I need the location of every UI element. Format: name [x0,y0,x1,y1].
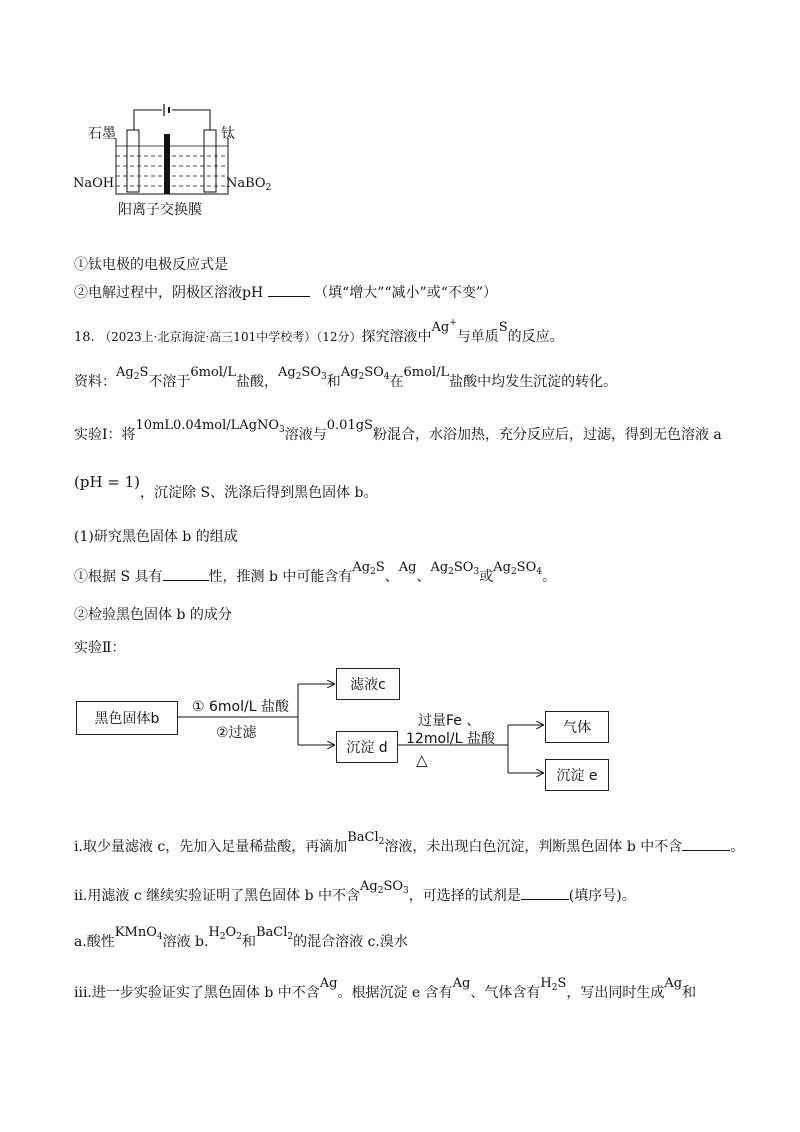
cation-exchange-membrane-label: 阳离子交换膜 [118,202,202,218]
excess-fe-label: 过量Fe 、 [418,713,481,729]
question-1-sulfur-property: ①根据 S 具有 性，推测 b 中可能含有$Ag_2S$、Ag、$Ag_2SO_3$或$Ag_2SO_4$。 [74,560,556,585]
nabo2-solution-label: NaBO$_2$ [226,176,272,193]
reference-info: 资料：$Ag_2S$不溶于6mol/L盐酸，$Ag_2SO_3$和$Ag_2SO_4$在6mol/L盐酸中均发生沉淀的转化。 [74,365,618,390]
question-i: i.取少量滤液 c，先加入足量稀盐酸，再滴加BaCl$_2$溶液，未出现白色沉淀，判断黑色固体 b 中不含 。 [74,830,745,855]
question-titanium-electrode: ①钛电极的电极反应式是 [74,257,228,273]
question-18-heading: 18. （2023上·北京海淀·高三101中学校考）（12分）探究溶液中Ag+与单质S的反应。 [74,318,564,345]
step-2-label: ②过滤 [216,725,257,741]
experiment-2-label: 实验Ⅱ： [74,640,126,656]
answer-blank[interactable] [521,885,569,900]
gas-box: 气体 [545,711,609,743]
filtrate-c-box: 滤液c [336,668,400,700]
question-ii: ii.用滤液 c 继续实验证明了黑色固体 b 中不含$Ag_2SO_3$，可选择的试剂是 (填序号)。 [74,879,636,904]
question-iii: iii.进一步实验证实了黑色固体 b 中不含Ag。根据沉淀 e 含有Ag、气体含有$H_2S$，写出同时生成Ag和 [74,976,697,1001]
titanium-electrode-label: 钛 [221,126,235,142]
heat-symbol: △ [416,751,428,769]
experiment-1-continued: (pH = 1)，沉淀除 S、洗涤后得到黑色固体 b。 [74,473,378,501]
answer-blank[interactable] [682,836,730,851]
precipitate-d-box: 沉淀 d [336,731,398,763]
precipitate-e-box: 沉淀 e [545,759,609,791]
reagent-options: a.酸性KMnO$_4$溶液 $b.H_2O_2$和BaCl$_2$的混合溶液 c.溴水 [74,925,408,950]
question-cathode-ph: ②电解过程中，阴极区溶液pH （填“增大”“减小”或“不变”） [74,282,497,303]
experiment-1-text: 实验Ⅰ：将10mL0.04mol/LAgNO$_3$溶液与0.01gS粉混合，水浴加热，充分反应后，过滤，得到无色溶液 a [74,418,722,443]
question-2-title: ②检验黑色固体 b 的成分 [74,607,232,623]
black-solid-b-box: 黑色固体b [76,701,178,735]
naoh-solution-label: NaOH [73,176,115,191]
hcl-12mol-label: 12mol/L 盐酸 [406,731,495,747]
step-1-label: ① 6mol/L 盐酸 [192,699,289,715]
graphite-electrode-label: 石墨 [88,126,116,142]
part-1-title: (1)研究黑色固体 b 的组成 [74,529,238,545]
